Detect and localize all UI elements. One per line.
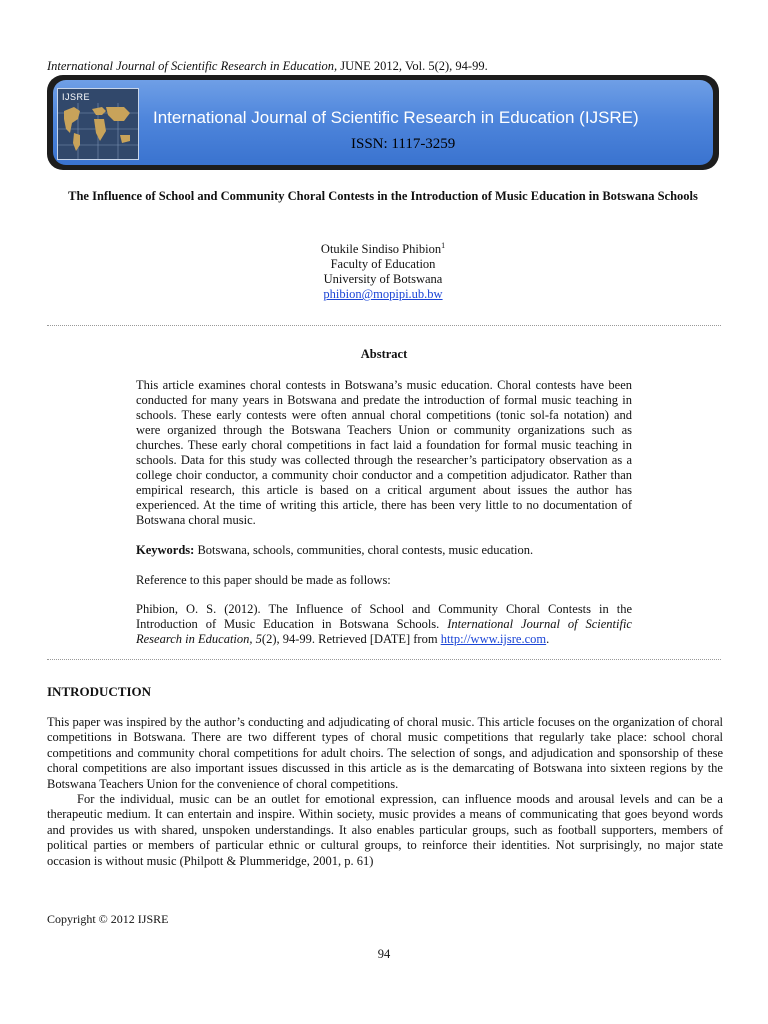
journal-issue-details: JUNE 2012, Vol. 5(2), 94-99. [337, 59, 488, 73]
author-affiliation-university: University of Botswana [323, 272, 443, 287]
journal-name: International Journal of Scientific Research in Education, [47, 59, 338, 73]
reference-issue-pages: (2), 94-99. Retrieved [DATE] from [261, 632, 441, 646]
abstract-heading: Abstract [360, 347, 408, 361]
banner-issn: ISSN: 1117-3259 [351, 136, 456, 152]
divider-bottom [47, 659, 721, 660]
reference-journal: International Journal of Scientific Research in Education, [136, 617, 632, 646]
author-affiliation-faculty: Faculty of Education [330, 257, 436, 272]
introduction-paragraph: This paper was inspired by the author’s conducting and adjudicating of choral music. This article focuses on the organization of choral competitions in Botswana. There are two different types of choral music competitions that regularly take place: school choral competitions and community choral competitions for adult choirs. The selection of songs, and adjudication and sponsorship of these choral competitions are also important issues discussed in this article as is the demarcating of Botswana into sixteen regions by the Botswana Teachers Union for the convenience of choral competitions. [47, 715, 723, 791]
reference-note: Reference to this paper should be made as follows: [136, 573, 391, 587]
keywords-line [136, 543, 632, 558]
banner-title: International Journal of Scientific Research in Education (IJSRE) [153, 108, 639, 127]
author-name-line [248, 238, 518, 257]
reference-citation [136, 602, 632, 647]
page-number: 94 [377, 947, 391, 961]
introduction-paragraph: For the individual, music can be an outlet for emotional expression, can influence moods and arousal levels and can be a therapeutic medium. It can entertain and inspire. Within society, music provides a means of communicating that goes beyond words and provides us with shared, unspoken understandings. It also enables particular groups, such as football supporters, members of political parties or members of particular ethnic or cultural groups, to reinforce their identities. Not surprisingly, no major state occasion is without music (Philpott & Plummeridge, 2001, p. 61) [47, 792, 723, 868]
journal-banner [47, 75, 719, 170]
author-email-link[interactable]: phibion@mopipi.ub.bw [323, 287, 443, 302]
author-name: Otukile Sindiso Phibion [320, 242, 442, 257]
keywords-label: Keywords: [136, 543, 195, 557]
world-map-logo [57, 88, 139, 160]
reference-main: Phibion, O. S. (2012). The Influence of School and Community Choral Contests in the Introduction of Music Education in Botswana Schools. [136, 602, 632, 631]
copyright-notice: Copyright © 2012 IJSRE [47, 912, 169, 926]
reference-volume: 5 [255, 632, 262, 646]
paper-title: The Influence of School and Community Choral Contests in the Introduction of Music Education in Botswana Schools [68, 189, 698, 203]
divider-top [47, 325, 721, 326]
reference-end: . [546, 632, 550, 646]
journal-citation-header [47, 59, 488, 74]
author-block [248, 238, 518, 302]
reference-url-link[interactable]: http://www.ijsre.com [440, 632, 547, 646]
introduction-body [47, 715, 723, 869]
banner-background [53, 80, 713, 165]
introduction-heading: INTRODUCTION [47, 684, 152, 699]
author-footnote-marker: 1 [441, 241, 446, 250]
logo-label: IJSRE [62, 92, 91, 102]
keywords-list: Botswana, schools, communities, choral contests, music education. [194, 543, 534, 557]
abstract-text: This article examines choral contests in Botswana’s music education. Choral contests have been conducted for many years in Botswana and predate the introduction of formal music teaching in schools. These early contests were often annual choral competitions (tonic sol-fa notation) and were organized through the Botswana Teachers Union or community organizations such as churches. These early choral competitions in fact laid a foundation for formal music teaching in schools. Data for this study was collected through the researcher’s participatory observation as a college choir conductor, a community choir conductor and a competition adjudicator. Rather than empirical research, this article is based on a critical argument about issues the author has experienced. At the time of writing this article, there has been very little to no documentation of Botswana choral music. [136, 378, 632, 527]
